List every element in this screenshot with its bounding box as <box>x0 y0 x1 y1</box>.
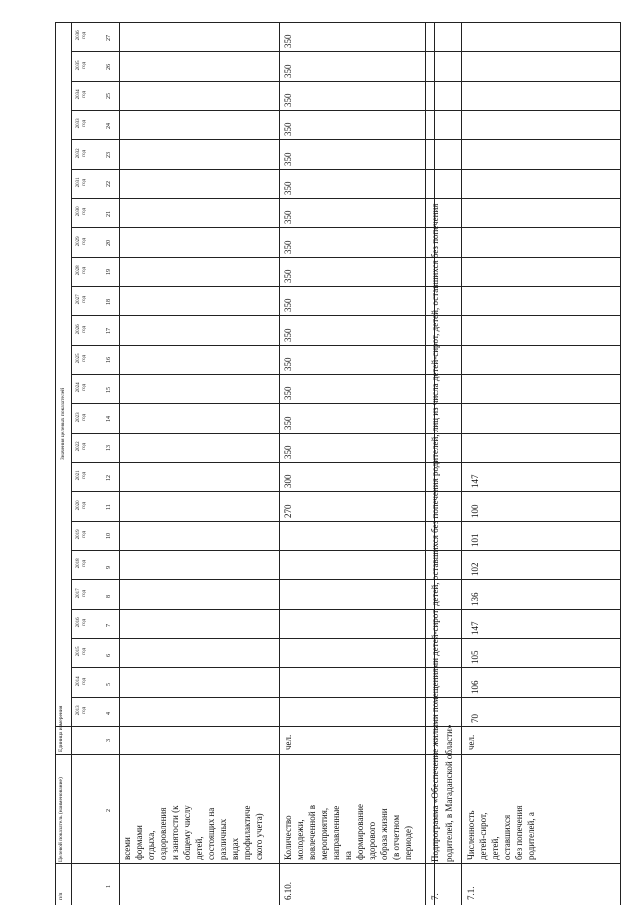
grid-hline <box>71 667 620 668</box>
indicator-name-line: оставшихся <box>502 814 512 860</box>
indicator-name-line: детей, <box>490 836 500 860</box>
column-index: 18 <box>106 298 112 305</box>
data-value: 350 <box>283 210 293 225</box>
year-label: 2026 год <box>76 324 87 334</box>
column-index: 16 <box>106 357 112 364</box>
data-value: 70 <box>470 714 480 723</box>
column-index: 11 <box>106 504 112 510</box>
year-label: 2031 год <box>76 177 87 188</box>
column-index: 26 <box>106 64 112 70</box>
unit-value: чел. <box>466 734 476 750</box>
indicator-name-line: молодежи, <box>295 819 305 860</box>
indicator-name-line: всеми <box>122 837 132 860</box>
grid-hline <box>71 169 620 170</box>
data-value: 350 <box>283 34 293 49</box>
column-index: 19 <box>106 269 112 276</box>
indicator-name-line: формами <box>134 825 144 860</box>
column-index: 15 <box>106 386 112 393</box>
indicator-name-line: оздоровления <box>158 807 168 860</box>
subprogram-title: родителей, в Магаданской области» <box>444 724 454 862</box>
grid-hline <box>71 110 620 111</box>
column-index: 17 <box>106 328 112 334</box>
year-label: 2013 год <box>76 705 87 716</box>
grid-hline <box>71 403 620 404</box>
year-label: 2015 год <box>76 646 87 657</box>
year-label: 2023 год <box>76 412 87 422</box>
data-value: 350 <box>283 122 293 137</box>
data-value: 105 <box>470 650 480 665</box>
year-label: 2035 год <box>76 60 87 70</box>
grid-hline <box>71 491 620 492</box>
row-number: 7.1. <box>466 886 476 900</box>
data-value: 350 <box>283 328 293 342</box>
data-value: 350 <box>283 269 293 283</box>
subprogram-title: Подпрограмма «Обеспечение жилыми помещениями детей-сирот, детей, оставшихся без попечения родителей, лиц из числа детей-сирот, детей, оставшихся без попечения <box>430 203 440 862</box>
column-index: 8 <box>106 595 112 598</box>
year-label: 2014 год <box>76 676 87 686</box>
data-value: 350 <box>283 357 293 371</box>
row-number: 7. <box>430 893 440 900</box>
grid-hline <box>71 139 620 140</box>
indicator-name-line: и занятости (к <box>170 805 180 860</box>
grid-hline <box>71 51 620 52</box>
grid-hline <box>55 754 620 755</box>
data-value: 350 <box>283 152 293 166</box>
column-index: 9 <box>106 565 112 569</box>
unit-value: чел. <box>283 734 293 750</box>
data-value: 147 <box>470 621 480 635</box>
row-number: 6.10. <box>283 882 293 900</box>
grid-hline <box>71 609 620 610</box>
grid-hline <box>55 22 620 23</box>
grid-vline <box>620 22 621 905</box>
indicator-name-line: Количество <box>283 815 293 860</box>
indicator-name-line: без попечения <box>514 805 524 860</box>
indicator-name-line: различных <box>218 818 228 860</box>
column-index: 5 <box>106 683 112 686</box>
col-unit-header: Единица измерения <box>58 705 64 752</box>
year-label: 2025 год <box>76 353 87 364</box>
column-index: 23 <box>106 152 112 158</box>
year-label: 2017 год <box>76 588 87 598</box>
data-value: 350 <box>283 240 293 254</box>
data-value: 270 <box>283 504 293 518</box>
indicator-name-line: видах <box>230 837 240 860</box>
year-label: 2030 год <box>76 206 87 217</box>
indicator-name-line: (в отчетном <box>391 814 401 860</box>
data-value: 350 <box>283 181 293 195</box>
column-index: 6 <box>106 653 112 657</box>
data-value: 147 <box>470 474 480 489</box>
grid-hline <box>71 198 620 199</box>
data-value: 350 <box>283 386 293 401</box>
column-index: 20 <box>106 240 112 246</box>
grid-vline <box>461 22 462 905</box>
indicator-name-line: детей, <box>194 836 204 860</box>
grid-hline <box>71 257 620 258</box>
grid-hline <box>55 726 620 727</box>
year-label: 2032 год <box>76 148 87 158</box>
indicator-name-line: профилактиче <box>242 805 252 860</box>
data-value: 101 <box>470 533 480 547</box>
indicator-name-line: здорового <box>367 821 377 860</box>
column-index: 3 <box>106 739 112 742</box>
data-value: 350 <box>283 64 293 78</box>
grid-hline <box>71 286 620 287</box>
grid-vline <box>71 22 72 905</box>
column-index: 13 <box>106 445 112 452</box>
column-index: 21 <box>106 210 112 217</box>
grid-hline <box>71 315 620 316</box>
column-index: 1 <box>106 885 112 888</box>
indicator-name-line: вовлеченной в <box>307 804 317 860</box>
grid-hline <box>71 345 620 346</box>
grid-hline <box>55 863 620 864</box>
indicator-name-line: родителей, а <box>526 812 536 860</box>
column-index: 7 <box>106 624 112 628</box>
indicator-name-line: образа жизни <box>379 808 389 860</box>
grid-hline <box>71 81 620 82</box>
column-index: 25 <box>106 93 112 100</box>
year-label: 2028 год <box>76 265 87 276</box>
year-label: 2027 год <box>76 294 87 305</box>
year-label: 2018 год <box>76 558 87 569</box>
grid-hline <box>71 579 620 580</box>
data-value: 102 <box>470 562 480 577</box>
data-value: 300 <box>283 474 293 489</box>
data-value: 350 <box>283 298 293 313</box>
data-value: 350 <box>283 93 293 107</box>
column-index: 2 <box>106 809 112 812</box>
column-index: 12 <box>106 474 112 481</box>
grid-vline <box>119 22 120 905</box>
year-label: 2021 год <box>76 470 87 481</box>
indicator-name-line: отдыха, <box>146 830 156 860</box>
indicator-name-line: состоящих на <box>206 807 216 860</box>
column-index: 14 <box>106 416 112 422</box>
column-index: 10 <box>106 533 112 540</box>
grid-hline <box>71 638 620 639</box>
values-group-header: Значения целевых показателей <box>60 387 66 460</box>
column-index: 24 <box>106 122 112 129</box>
grid-hline <box>71 697 620 698</box>
year-label: 2033 год <box>76 118 87 129</box>
grid-hline <box>71 227 620 228</box>
indicator-name-line: Численность <box>466 810 476 860</box>
indicator-name-line: ского учета) <box>254 813 264 860</box>
indicator-name-line: детей-сирот, <box>478 812 488 860</box>
year-label: 2016 год <box>76 617 87 628</box>
col-name-header: Целевой показатель (наименование) <box>58 777 64 862</box>
year-label: 2036 год <box>76 30 87 41</box>
column-index: 27 <box>106 34 112 41</box>
indicator-name-line: общему числу <box>182 805 192 860</box>
grid-vline <box>279 22 280 905</box>
grid-vline <box>425 22 426 905</box>
indicator-name-line: мероприятия, <box>319 807 329 860</box>
data-value: 350 <box>283 416 293 430</box>
indicator-name-line: направленные <box>331 805 341 860</box>
year-label: 2024 год <box>76 382 87 393</box>
grid-vline <box>55 22 56 905</box>
data-value: 350 <box>283 445 293 459</box>
indicator-name-line: периоде) <box>403 826 413 860</box>
grid-hline <box>71 550 620 551</box>
indicator-name-line: на <box>343 851 353 860</box>
column-index: 4 <box>106 712 112 716</box>
year-label: 2019 год <box>76 529 87 540</box>
data-value: 136 <box>470 592 480 606</box>
grid-hline <box>71 433 620 434</box>
data-value: 100 <box>470 504 480 518</box>
grid-hline <box>71 521 620 522</box>
year-label: 2020 год <box>76 500 87 510</box>
year-label: 2034 год <box>76 89 87 100</box>
grid-hline <box>71 462 620 463</box>
year-label: 2029 год <box>76 236 87 246</box>
grid-hline <box>71 374 620 375</box>
column-index: 22 <box>106 181 112 188</box>
data-value: 106 <box>470 680 480 694</box>
col-num-header: п/п <box>58 892 64 900</box>
indicator-name-line: формирование <box>355 804 365 860</box>
year-label: 2022 год <box>76 441 87 452</box>
